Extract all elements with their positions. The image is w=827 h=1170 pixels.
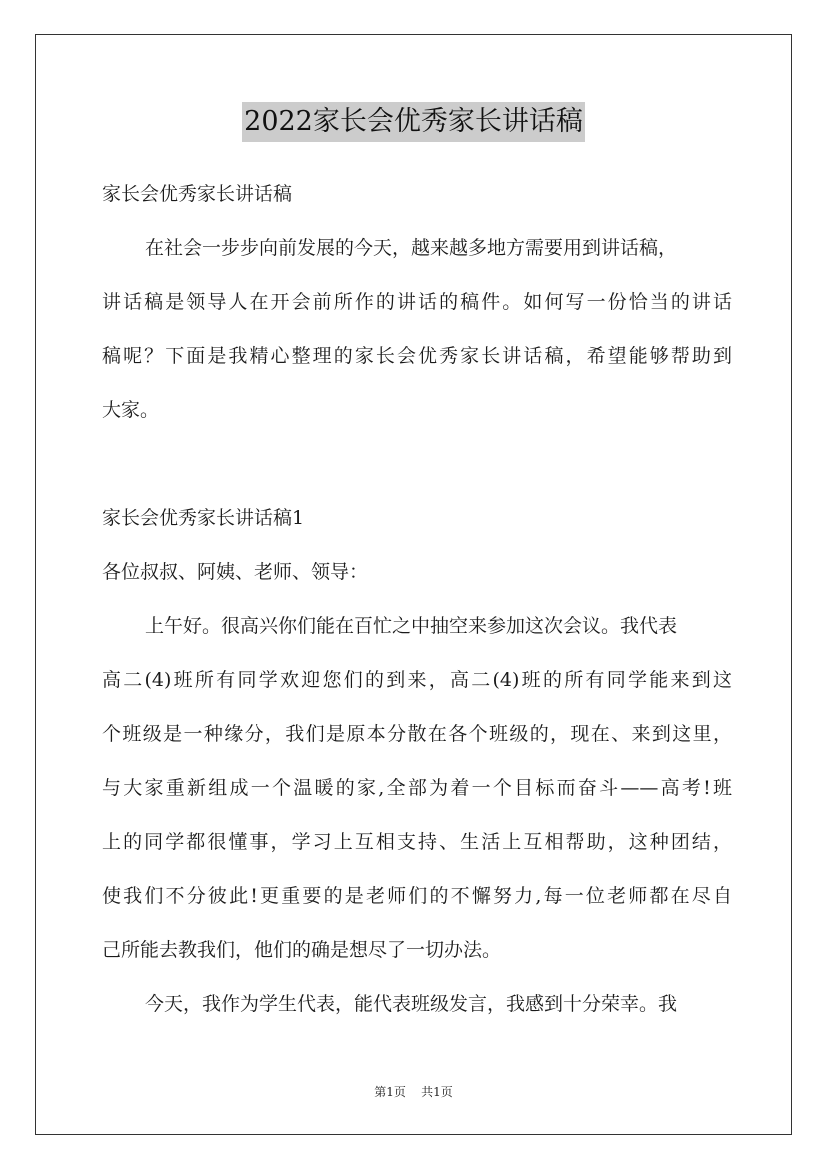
paragraph1-line-1: 上午好。很高兴你们能在百忙之中抽空来参加这次会议。我代表 [145, 615, 678, 637]
intro-line-2: 讲话稿是领导人在开会前所作的讲话的稿件。如何写一份恰当的讲话 [102, 291, 732, 313]
page-total: 共1页 [421, 1085, 453, 1099]
paragraph2-line-1: 今天，我作为学生代表，能代表班级发言，我感到十分荣幸。我 [145, 993, 678, 1015]
paragraph1-line-6: 使我们不分彼此!更重要的是老师们的不懈努力,每一位老师都在尽自 [102, 885, 732, 907]
intro-line-1: 在社会一步步向前发展的今天，越来越多地方需要用到讲话稿， [145, 237, 678, 259]
section-heading: 家长会优秀家长讲话稿1 [102, 507, 305, 529]
paragraph1-line-2: 高二(4)班所有同学欢迎您们的到来，高二(4)班的所有同学能来到这 [102, 669, 732, 691]
paragraph1-line-3: 个班级是一种缘分，我们是原本分散在各个班级的，现在、来到这里， [102, 723, 732, 745]
intro-line-4: 大家。 [102, 399, 160, 421]
page-footer [0, 1084, 827, 1100]
paragraph1-line-4: 与大家重新组成一个温暖的家,全部为着一个目标而奋斗——高考!班 [102, 777, 732, 799]
paragraph1-line-5: 上的同学都很懂事，学习上互相支持、生活上互相帮助，这种团结， [102, 831, 732, 853]
intro-line-3: 稿呢？下面是我精心整理的家长会优秀家长讲话稿，希望能够帮助到 [102, 345, 732, 367]
salutation: 各位叔叔、阿姨、老师、领导： [102, 561, 369, 583]
page-number: 第1页 [374, 1085, 406, 1099]
title-wrap [0, 102, 827, 142]
paragraph1-line-7: 己所能去教我们，他们的确是想尽了一切办法。 [102, 939, 502, 961]
document-subtitle: 家长会优秀家长讲话稿 [102, 183, 293, 205]
document-title: 2022家长会优秀家长讲话稿 [242, 102, 585, 142]
